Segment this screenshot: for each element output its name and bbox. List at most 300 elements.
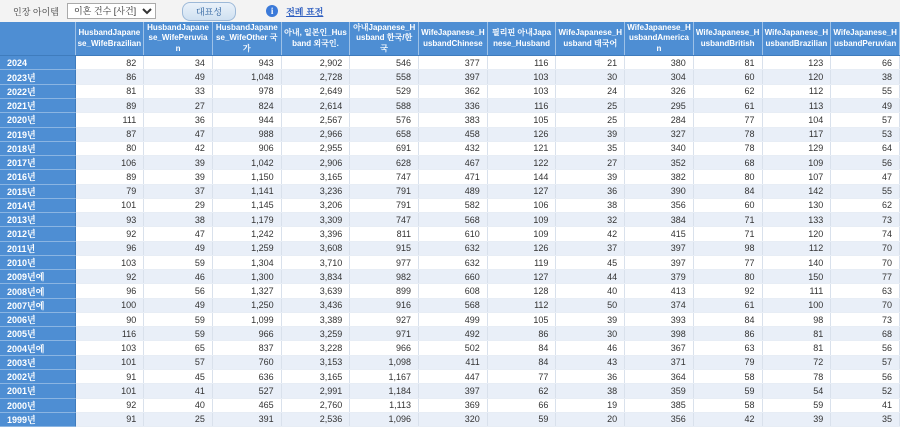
cell: 42 xyxy=(556,227,625,241)
cell: 326 xyxy=(625,84,694,98)
cell: 432 xyxy=(419,141,488,155)
cell: 65 xyxy=(144,341,213,355)
legend-link[interactable]: 전례 표전 xyxy=(286,6,324,17)
cell: 144 xyxy=(487,170,556,184)
row-label: 2014년 xyxy=(0,198,75,212)
cell: 24 xyxy=(556,84,625,98)
table-row xyxy=(0,84,900,98)
cell: 364 xyxy=(625,370,694,384)
cell: 489 xyxy=(419,184,488,198)
cell: 2,906 xyxy=(281,156,350,170)
table-row xyxy=(0,284,900,298)
cell: 3,309 xyxy=(281,213,350,227)
cell: 120 xyxy=(762,227,831,241)
cell: 27 xyxy=(556,156,625,170)
cell: 126 xyxy=(487,241,556,255)
cell: 57 xyxy=(831,355,900,369)
cell: 46 xyxy=(144,270,213,284)
cell: 92 xyxy=(693,284,762,298)
cell: 81 xyxy=(762,341,831,355)
cell: 1,150 xyxy=(212,170,281,184)
cell: 588 xyxy=(350,98,419,112)
cell: 3,165 xyxy=(281,170,350,184)
cell: 35 xyxy=(831,412,900,426)
cell: 2,614 xyxy=(281,98,350,112)
cell: 60 xyxy=(693,198,762,212)
cell: 126 xyxy=(487,127,556,141)
cell: 610 xyxy=(419,227,488,241)
cell: 117 xyxy=(762,127,831,141)
column-header: HusbandJapanese_WifeOther 국가 xyxy=(212,22,281,56)
cell: 80 xyxy=(693,270,762,284)
cell: 53 xyxy=(831,127,900,141)
redisplay-button[interactable]: 대표성 xyxy=(182,2,236,21)
cell: 105 xyxy=(487,312,556,326)
cell: 38 xyxy=(556,198,625,212)
cell: 1,145 xyxy=(212,198,281,212)
cell: 107 xyxy=(762,170,831,184)
cell: 20 xyxy=(556,412,625,426)
cell: 33 xyxy=(144,84,213,98)
cell: 380 xyxy=(625,56,694,70)
cell: 57 xyxy=(144,355,213,369)
cell: 385 xyxy=(625,398,694,412)
cell: 3,236 xyxy=(281,184,350,198)
table-row xyxy=(0,241,900,255)
cell: 966 xyxy=(212,327,281,341)
cell: 59 xyxy=(693,384,762,398)
cell: 3,259 xyxy=(281,327,350,341)
cell: 52 xyxy=(831,384,900,398)
cell: 63 xyxy=(693,341,762,355)
cell: 943 xyxy=(212,56,281,70)
row-label: 2007년에 xyxy=(0,298,75,312)
cell: 1,141 xyxy=(212,184,281,198)
cell: 112 xyxy=(762,84,831,98)
row-label: 2022년 xyxy=(0,84,75,98)
cell: 98 xyxy=(693,241,762,255)
cell: 36 xyxy=(144,113,213,127)
cell: 658 xyxy=(350,127,419,141)
cell: 38 xyxy=(556,384,625,398)
cell: 415 xyxy=(625,227,694,241)
table-row xyxy=(0,56,900,70)
cell: 19 xyxy=(556,398,625,412)
cell: 70 xyxy=(831,241,900,255)
cell: 109 xyxy=(762,156,831,170)
cell: 56 xyxy=(831,156,900,170)
cell: 371 xyxy=(625,355,694,369)
row-label: 2017년 xyxy=(0,156,75,170)
cell: 1,300 xyxy=(212,270,281,284)
table-row xyxy=(0,156,900,170)
cell: 1,167 xyxy=(350,370,419,384)
cell: 413 xyxy=(625,284,694,298)
cell: 39 xyxy=(556,312,625,326)
cell: 82 xyxy=(75,56,144,70)
cell: 35 xyxy=(556,141,625,155)
column-header: WifeJapanese_HusbandBrazilian xyxy=(762,22,831,56)
cell: 101 xyxy=(75,384,144,398)
cell: 103 xyxy=(487,70,556,84)
cell: 2,991 xyxy=(281,384,350,398)
table-row xyxy=(0,213,900,227)
cell: 30 xyxy=(556,70,625,84)
cell: 632 xyxy=(419,241,488,255)
cell: 397 xyxy=(625,241,694,255)
cell: 47 xyxy=(144,127,213,141)
cell: 68 xyxy=(693,156,762,170)
cell: 49 xyxy=(831,98,900,112)
cell: 37 xyxy=(144,184,213,198)
cell: 465 xyxy=(212,398,281,412)
column-header: 아내Japanese_Husband 한국/한국 xyxy=(350,22,419,56)
row-label: 2013년 xyxy=(0,213,75,227)
cell: 40 xyxy=(556,284,625,298)
cell: 356 xyxy=(625,412,694,426)
cell: 1,184 xyxy=(350,384,419,398)
cell: 3,834 xyxy=(281,270,350,284)
row-label: 2000년 xyxy=(0,398,75,412)
row-label: 2009년에 xyxy=(0,270,75,284)
cell: 32 xyxy=(556,213,625,227)
cell: 977 xyxy=(350,255,419,269)
cell: 336 xyxy=(419,98,488,112)
cell: 71 xyxy=(693,227,762,241)
cell: 72 xyxy=(762,355,831,369)
cell: 42 xyxy=(144,141,213,155)
cell: 100 xyxy=(75,298,144,312)
cell: 80 xyxy=(75,141,144,155)
cell: 546 xyxy=(350,56,419,70)
cell: 100 xyxy=(762,298,831,312)
cell: 411 xyxy=(419,355,488,369)
cell: 101 xyxy=(75,355,144,369)
cell: 84 xyxy=(693,184,762,198)
table-row xyxy=(0,184,900,198)
cell: 3,165 xyxy=(281,370,350,384)
cell: 1,096 xyxy=(350,412,419,426)
cell: 77 xyxy=(693,255,762,269)
cell: 133 xyxy=(762,213,831,227)
row-label: 2001년 xyxy=(0,384,75,398)
cell: 56 xyxy=(831,370,900,384)
cell: 92 xyxy=(75,398,144,412)
cell: 70 xyxy=(831,255,900,269)
cell: 61 xyxy=(693,298,762,312)
cell: 123 xyxy=(762,56,831,70)
cell: 120 xyxy=(762,70,831,84)
cell: 55 xyxy=(831,184,900,198)
cell: 636 xyxy=(212,370,281,384)
cell: 379 xyxy=(625,270,694,284)
cell: 39 xyxy=(762,412,831,426)
cell: 397 xyxy=(419,384,488,398)
cell: 25 xyxy=(144,412,213,426)
cell: 77 xyxy=(693,113,762,127)
cell: 59 xyxy=(144,255,213,269)
cell: 103 xyxy=(487,84,556,98)
cell: 691 xyxy=(350,141,419,155)
cell: 116 xyxy=(75,327,144,341)
toolbar xyxy=(0,0,900,22)
cell: 492 xyxy=(419,327,488,341)
row-label: 2024 xyxy=(0,56,75,70)
row-label: 1999년 xyxy=(0,412,75,426)
cell: 56 xyxy=(831,341,900,355)
table-row xyxy=(0,127,900,141)
cell: 49 xyxy=(144,298,213,312)
cell: 471 xyxy=(419,170,488,184)
cell: 63 xyxy=(831,284,900,298)
row-label: 2019년 xyxy=(0,127,75,141)
cell: 54 xyxy=(762,384,831,398)
cell: 2,955 xyxy=(281,141,350,155)
cell: 84 xyxy=(487,341,556,355)
cell: 356 xyxy=(625,198,694,212)
cell: 92 xyxy=(75,227,144,241)
cell: 3,710 xyxy=(281,255,350,269)
cell: 105 xyxy=(487,113,556,127)
cell: 1,179 xyxy=(212,213,281,227)
cell: 44 xyxy=(556,270,625,284)
table-row xyxy=(0,412,900,426)
cell: 79 xyxy=(693,355,762,369)
cell: 568 xyxy=(419,298,488,312)
row-label: 2003년 xyxy=(0,355,75,369)
cell: 34 xyxy=(144,56,213,70)
cell: 608 xyxy=(419,284,488,298)
cell: 1,113 xyxy=(350,398,419,412)
cell: 916 xyxy=(350,298,419,312)
cell: 62 xyxy=(487,384,556,398)
cell: 1,098 xyxy=(350,355,419,369)
cell: 79 xyxy=(75,184,144,198)
cell: 390 xyxy=(625,184,694,198)
cell: 529 xyxy=(350,84,419,98)
table-row xyxy=(0,170,900,184)
cell: 906 xyxy=(212,141,281,155)
cell: 98 xyxy=(762,312,831,326)
cell: 2,760 xyxy=(281,398,350,412)
cell: 340 xyxy=(625,141,694,155)
cell: 760 xyxy=(212,355,281,369)
cell: 3,639 xyxy=(281,284,350,298)
table-header xyxy=(0,22,900,56)
cell: 130 xyxy=(762,198,831,212)
column-header: WifeJapanese_Husband 태국어 xyxy=(556,22,625,56)
row-label: 2010년 xyxy=(0,255,75,269)
cell: 1,304 xyxy=(212,255,281,269)
cell: 61 xyxy=(693,98,762,112)
cell: 393 xyxy=(625,312,694,326)
row-label: 2012년 xyxy=(0,227,75,241)
cell: 41 xyxy=(144,384,213,398)
cell: 93 xyxy=(75,213,144,227)
cell: 47 xyxy=(831,170,900,184)
column-header: WifeJapanese_HusbandPeruvian xyxy=(831,22,900,56)
cell: 57 xyxy=(831,113,900,127)
cell: 1,042 xyxy=(212,156,281,170)
cell: 284 xyxy=(625,113,694,127)
cell: 62 xyxy=(831,198,900,212)
cell: 36 xyxy=(556,370,625,384)
cell: 304 xyxy=(625,70,694,84)
cell: 384 xyxy=(625,213,694,227)
cell: 397 xyxy=(625,255,694,269)
column-header: HusbandJapanese_WifePeruvian xyxy=(144,22,213,56)
cell: 73 xyxy=(831,312,900,326)
cell: 89 xyxy=(75,98,144,112)
cell: 2,536 xyxy=(281,412,350,426)
cell: 1,250 xyxy=(212,298,281,312)
cell: 988 xyxy=(212,127,281,141)
cell: 58 xyxy=(693,398,762,412)
cell: 1,242 xyxy=(212,227,281,241)
cell: 527 xyxy=(212,384,281,398)
cell: 74 xyxy=(831,227,900,241)
cell: 811 xyxy=(350,227,419,241)
cell: 1,327 xyxy=(212,284,281,298)
cell: 78 xyxy=(762,370,831,384)
cell: 295 xyxy=(625,98,694,112)
cell: 458 xyxy=(419,127,488,141)
cell: 60 xyxy=(693,70,762,84)
cell: 628 xyxy=(350,156,419,170)
table-row xyxy=(0,298,900,312)
cell: 837 xyxy=(212,341,281,355)
cell: 39 xyxy=(144,156,213,170)
cell: 59 xyxy=(144,327,213,341)
cell: 80 xyxy=(693,170,762,184)
cell: 21 xyxy=(556,56,625,70)
cell: 49 xyxy=(144,70,213,84)
item-label: 인장 아이템 xyxy=(13,6,59,17)
row-label: 2018년 xyxy=(0,141,75,155)
cell: 73 xyxy=(831,213,900,227)
cell: 119 xyxy=(487,255,556,269)
cell: 64 xyxy=(831,141,900,155)
cell: 103 xyxy=(75,341,144,355)
table-row xyxy=(0,141,900,155)
cell: 66 xyxy=(487,398,556,412)
cell: 41 xyxy=(831,398,900,412)
cell: 327 xyxy=(625,127,694,141)
cell: 116 xyxy=(487,56,556,70)
cell: 78 xyxy=(693,127,762,141)
cell: 25 xyxy=(556,113,625,127)
cell: 3,153 xyxy=(281,355,350,369)
cell: 109 xyxy=(487,227,556,241)
cell: 362 xyxy=(419,84,488,98)
cell: 3,436 xyxy=(281,298,350,312)
cell: 109 xyxy=(487,213,556,227)
cell: 367 xyxy=(625,341,694,355)
info-icon[interactable]: i xyxy=(266,5,278,17)
cell: 62 xyxy=(693,84,762,98)
cell: 58 xyxy=(693,370,762,384)
cell: 499 xyxy=(419,312,488,326)
cell: 320 xyxy=(419,412,488,426)
cell: 29 xyxy=(144,198,213,212)
row-label: 2006년 xyxy=(0,312,75,326)
cell: 971 xyxy=(350,327,419,341)
cell: 70 xyxy=(831,298,900,312)
cell: 3,608 xyxy=(281,241,350,255)
cell: 944 xyxy=(212,113,281,127)
cell: 3,389 xyxy=(281,312,350,326)
row-label: 2016년 xyxy=(0,170,75,184)
cell: 791 xyxy=(350,198,419,212)
cell: 1,048 xyxy=(212,70,281,84)
cell: 84 xyxy=(487,355,556,369)
table-row xyxy=(0,270,900,284)
cell: 68 xyxy=(831,327,900,341)
cell: 632 xyxy=(419,255,488,269)
cell: 89 xyxy=(75,170,144,184)
table-row xyxy=(0,327,900,341)
item-select[interactable] xyxy=(67,3,156,19)
cell: 2,649 xyxy=(281,84,350,98)
cell: 77 xyxy=(487,370,556,384)
cell: 382 xyxy=(625,170,694,184)
cell: 96 xyxy=(75,284,144,298)
row-label: 2005년 xyxy=(0,327,75,341)
row-label: 2008년에 xyxy=(0,284,75,298)
cell: 116 xyxy=(487,98,556,112)
table-row xyxy=(0,227,900,241)
cell: 103 xyxy=(75,255,144,269)
table-row xyxy=(0,398,900,412)
cell: 558 xyxy=(350,70,419,84)
cell: 359 xyxy=(625,384,694,398)
cell: 56 xyxy=(144,284,213,298)
cell: 45 xyxy=(556,255,625,269)
cell: 66 xyxy=(831,56,900,70)
cell: 37 xyxy=(556,241,625,255)
cell: 747 xyxy=(350,213,419,227)
cell: 38 xyxy=(831,70,900,84)
cell: 127 xyxy=(487,270,556,284)
cell: 111 xyxy=(762,284,831,298)
row-label: 2023년 xyxy=(0,70,75,84)
cell: 791 xyxy=(350,184,419,198)
cell: 369 xyxy=(419,398,488,412)
cell: 39 xyxy=(556,170,625,184)
cell: 46 xyxy=(556,341,625,355)
cell: 112 xyxy=(487,298,556,312)
cell: 78 xyxy=(693,141,762,155)
cell: 104 xyxy=(762,113,831,127)
stats-table xyxy=(0,22,900,427)
cell: 49 xyxy=(144,241,213,255)
cell: 568 xyxy=(419,213,488,227)
table-row xyxy=(0,98,900,112)
cell: 447 xyxy=(419,370,488,384)
cell: 81 xyxy=(693,56,762,70)
column-header: 아내, 일본인_Husband 외국인. xyxy=(281,22,350,56)
cell: 374 xyxy=(625,298,694,312)
cell: 397 xyxy=(419,70,488,84)
cell: 91 xyxy=(75,370,144,384)
cell: 112 xyxy=(762,241,831,255)
cell: 966 xyxy=(350,341,419,355)
table-row xyxy=(0,70,900,84)
cell: 86 xyxy=(487,327,556,341)
cell: 576 xyxy=(350,113,419,127)
cell: 92 xyxy=(75,270,144,284)
cell: 81 xyxy=(762,327,831,341)
